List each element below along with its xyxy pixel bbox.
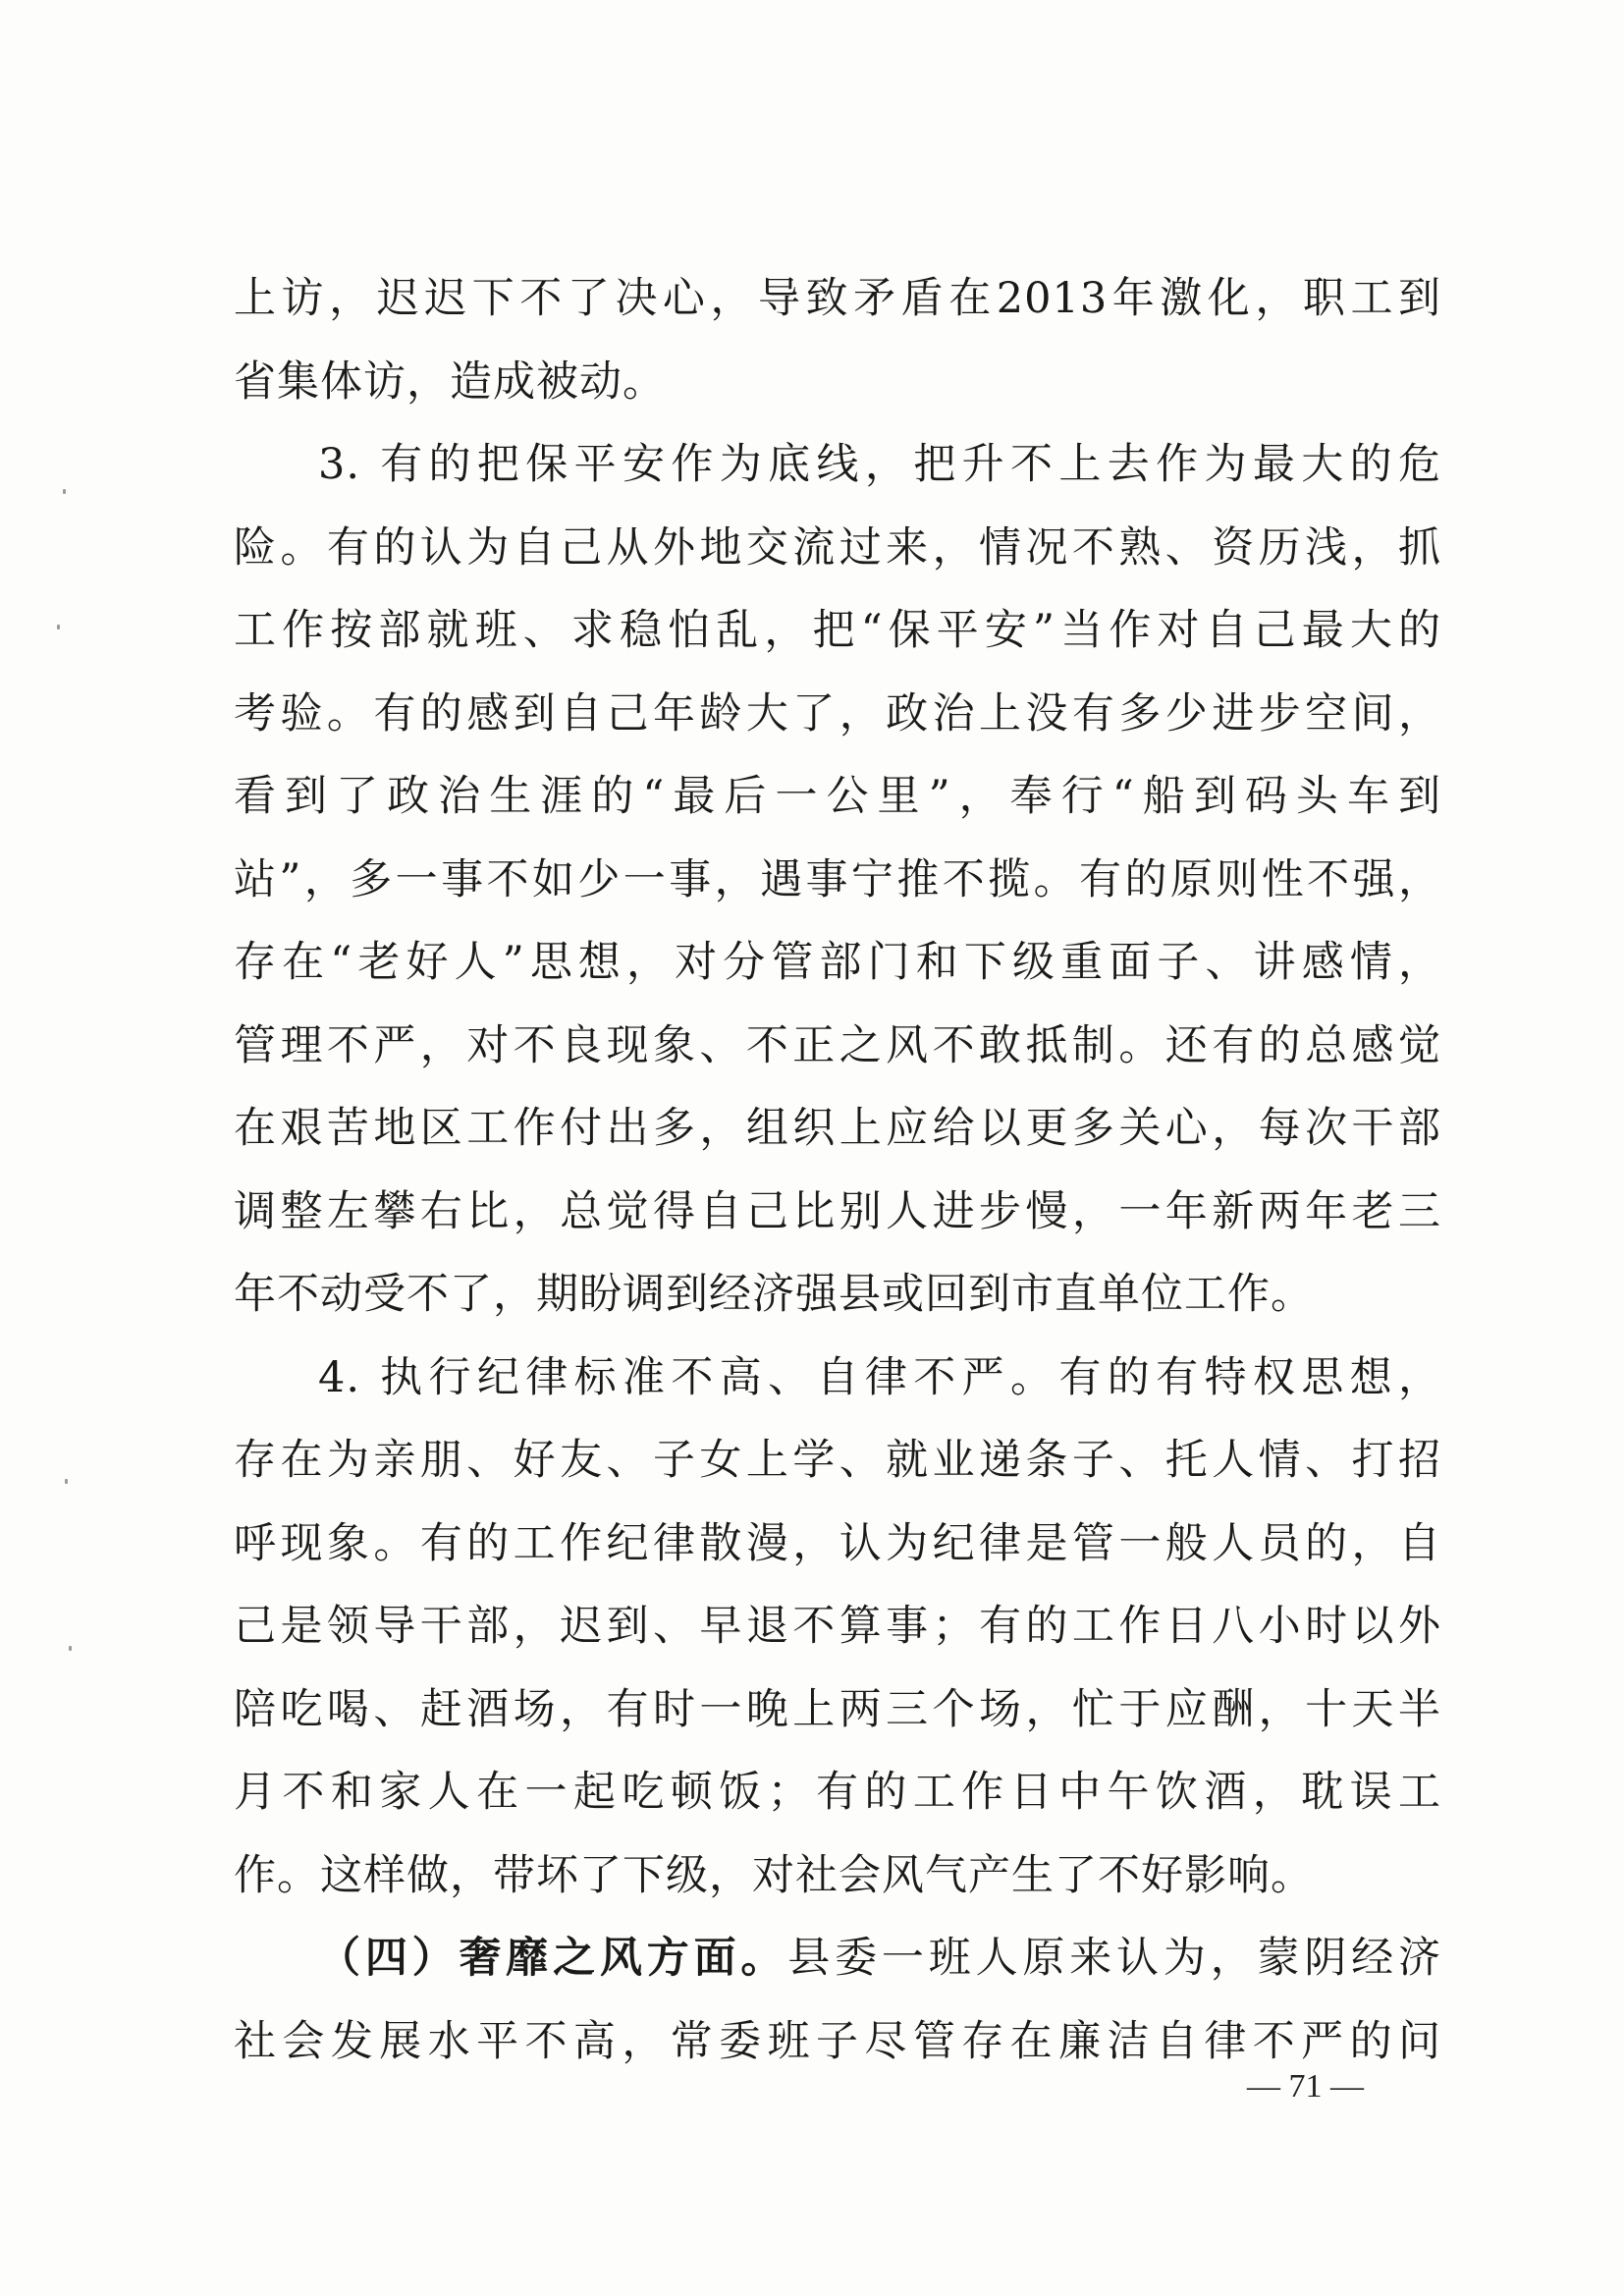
text-line: 呼现象。有的工作纪律散漫，认为纪律是管一般人员的，自 — [234, 1518, 1441, 1568]
text-line: 3. 有的把保平安作为底线，把升不上去作为最大的危 — [318, 440, 1441, 489]
text-line: 存在为亲朋、好友、子女上学、就业递条子、托人情、打招 — [234, 1436, 1441, 1485]
text-line: 月不和家人在一起吃顿饭；有的工作日中午饮酒，耽误工 — [234, 1768, 1441, 1817]
body-text — [234, 257, 1441, 2083]
text-line: 考验。有的感到自己年龄大了，政治上没有多少进步空间， — [234, 688, 1441, 738]
scan-speck — [69, 1646, 72, 1651]
scan-speck — [63, 489, 66, 494]
scan-speck — [65, 1479, 68, 1484]
page-number: — 71 — — [1247, 2068, 1364, 2105]
scan-speck — [57, 625, 60, 629]
text-line: 陪吃喝、赶酒场，有时一晚上两三个场，忙于应酬，十天半 — [234, 1684, 1441, 1734]
section-heading-continuation: 县委一班人原来认为，蒙阴经济 — [787, 1934, 1442, 1983]
text-line: 险。有的认为自己从外地交流过来，情况不熟、资历浅，抓 — [234, 522, 1441, 573]
section-heading: （四）奢靡之风方面。 — [318, 1934, 788, 1983]
text-line: 存在“老好人”思想，对分管部门和下级重面子、讲感情， — [234, 938, 1441, 987]
text-line: 在艰苦地区工作付出多，组织上应给以更多关心，每次干部 — [234, 1104, 1441, 1153]
text-line: 工作按部就班、求稳怕乱，把“保平安”当作对自己最大的 — [234, 606, 1441, 655]
text-line: 社会发展水平不高，常委班子尽管存在廉洁自律不严的问 — [234, 2016, 1441, 2066]
text-line: 上访，迟迟下不了决心，导致矛盾在2013年激化，职工到 — [234, 274, 1441, 323]
text-line: 作。这样做，带坏了下级，对社会风气产生了不好影响。 — [234, 1850, 1314, 1900]
text-line: 省集体访，造成被动。 — [234, 356, 666, 407]
section-heading-line — [234, 1917, 1441, 2000]
text-line: 管理不严，对不良现象、不正之风不敢抵制。还有的总感觉 — [234, 1020, 1441, 1070]
text-line: 己是领导干部，迟到、早退不算事；有的工作日八小时以外 — [234, 1602, 1441, 1651]
text-line: 站”，多一事不如少一事，遇事宁推不揽。有的原则性不强， — [234, 854, 1441, 904]
text-line: 年不动受不了，期盼调到经济强县或回到市直单位工作。 — [234, 1270, 1314, 1319]
text-line: 4. 执行纪律标准不高、自律不严。有的有特权思想， — [318, 1352, 1441, 1402]
text-line: 看到了政治生涯的“最后一公里”，奉行“船到码头车到 — [234, 772, 1441, 821]
text-line: 调整左攀右比，总觉得自己比别人进步慢，一年新两年老三 — [234, 1186, 1441, 1236]
